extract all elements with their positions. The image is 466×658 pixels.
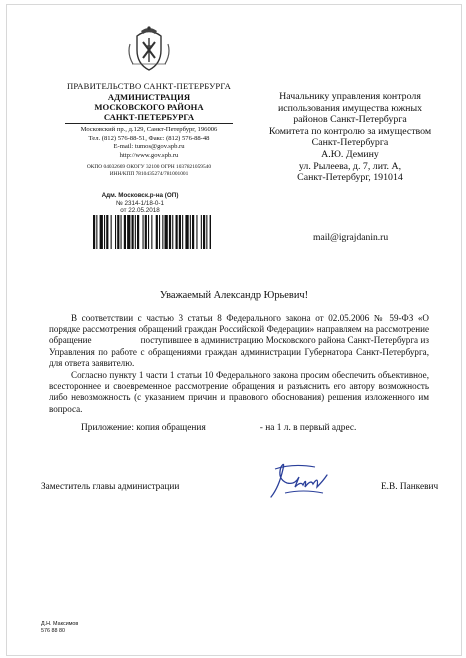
registration-stamp [69, 192, 211, 215]
attachment-line [81, 423, 356, 433]
recipient-line-1: Начальнику управления контроля [279, 91, 421, 102]
sender-site: http://www.gov.spb.ru [119, 151, 179, 159]
stamp-line-1: Адм. Московск.р-на (ОП) [101, 192, 179, 199]
sender-address: Московский пр., д.129, Санкт-Петербург, 196006 [80, 126, 218, 133]
recipient-line-5: Санкт-Петербурга [311, 137, 389, 149]
org-line-2: МОСКОВСКОГО РАЙОНА [94, 102, 204, 113]
sender-email: E-mail: tumos@gov.spb.ru [113, 143, 185, 151]
sender-codes [65, 164, 233, 178]
recipient-block [247, 91, 453, 184]
recipient-line-2: использования имущества южных [277, 102, 423, 114]
recipient-email: mail@igrajdanin.ru [313, 232, 389, 243]
executor-phone: 576 88 80 [41, 628, 65, 634]
recipient-line-3: районов Санкт-Петербурга [293, 114, 407, 126]
org-line-3: САНКТ-ПЕТЕРБУРГА [103, 112, 195, 123]
stamp-line-2: № 2314-1/18-0-1 [115, 199, 165, 207]
attachment-suffix: - на 1 л. в первый адрес. [259, 423, 357, 433]
government-name: ПРАВИТЕЛЬСТВО САНКТ-ПЕТЕРБУРГА [66, 81, 232, 91]
recipient-line-7: ул. Рылеева, д. 7, лит. А, [298, 160, 402, 172]
recipient-line-8: Санкт-Петербург, 191014 [297, 172, 403, 184]
codes-line-1: ОКПО 04032669 ОКОГУ 32100 ОГРН 1037821059540 [86, 164, 212, 170]
executor-name: Д.Н. Максимов [41, 621, 79, 627]
handwritten-signature [265, 457, 331, 503]
stamp-line-3: от 22.05.2018 [120, 207, 160, 215]
signatory-title: Заместитель главы администрации [41, 482, 180, 492]
sender-phones: Тел. (812) 576-88-51, Факс: (812) 576-88-48 [88, 134, 210, 142]
codes-line-2: ИНН/КПП 7810435274/781001001 [109, 171, 189, 178]
body-paragraph-2: Согласно пункту 1 части 1 статьи 10 Федерального закона просим обеспечить объективное, всестороннее и своевременное рассмотрение обращения и разъяснить его автору возможность либо невозможность (с указанием причин и правового обоснования) решения изложенного им вопроса. [49, 370, 429, 414]
greeting: Уважаемый Александр Юрьевич! [159, 290, 309, 301]
recipient-line-4: Комитета по контролю за имуществом [268, 125, 432, 137]
recipient-line-6: А.Ю. Демину [321, 148, 379, 160]
sender-contacts [65, 126, 233, 160]
signatory-name: Е.В. Панкевич [381, 482, 439, 492]
coat-of-arms-icon [126, 24, 172, 74]
document-page [6, 4, 462, 656]
sender-organization [65, 92, 233, 123]
body-paragraph-1: В соответствии с частью 3 статьи 8 Федерального закона от 02.05.2006 № 59-ФЗ «О порядке рассмотрения обращений граждан Российской Федерации» направляем на рассмотрение обращение поступившее в администрацию Московского района Санкт-Петербурга из Управления по работе с обращениями граждан администрации Губернатора Санкт-Петербурга, для ответа заявителю. [49, 313, 432, 368]
org-line-1: АДМИНИСТРАЦИЯ [107, 92, 191, 102]
attachment-prefix: Приложение: копия обращения [81, 423, 206, 433]
header-divider [65, 123, 233, 124]
executor-info [41, 621, 78, 635]
barcode [93, 215, 211, 249]
